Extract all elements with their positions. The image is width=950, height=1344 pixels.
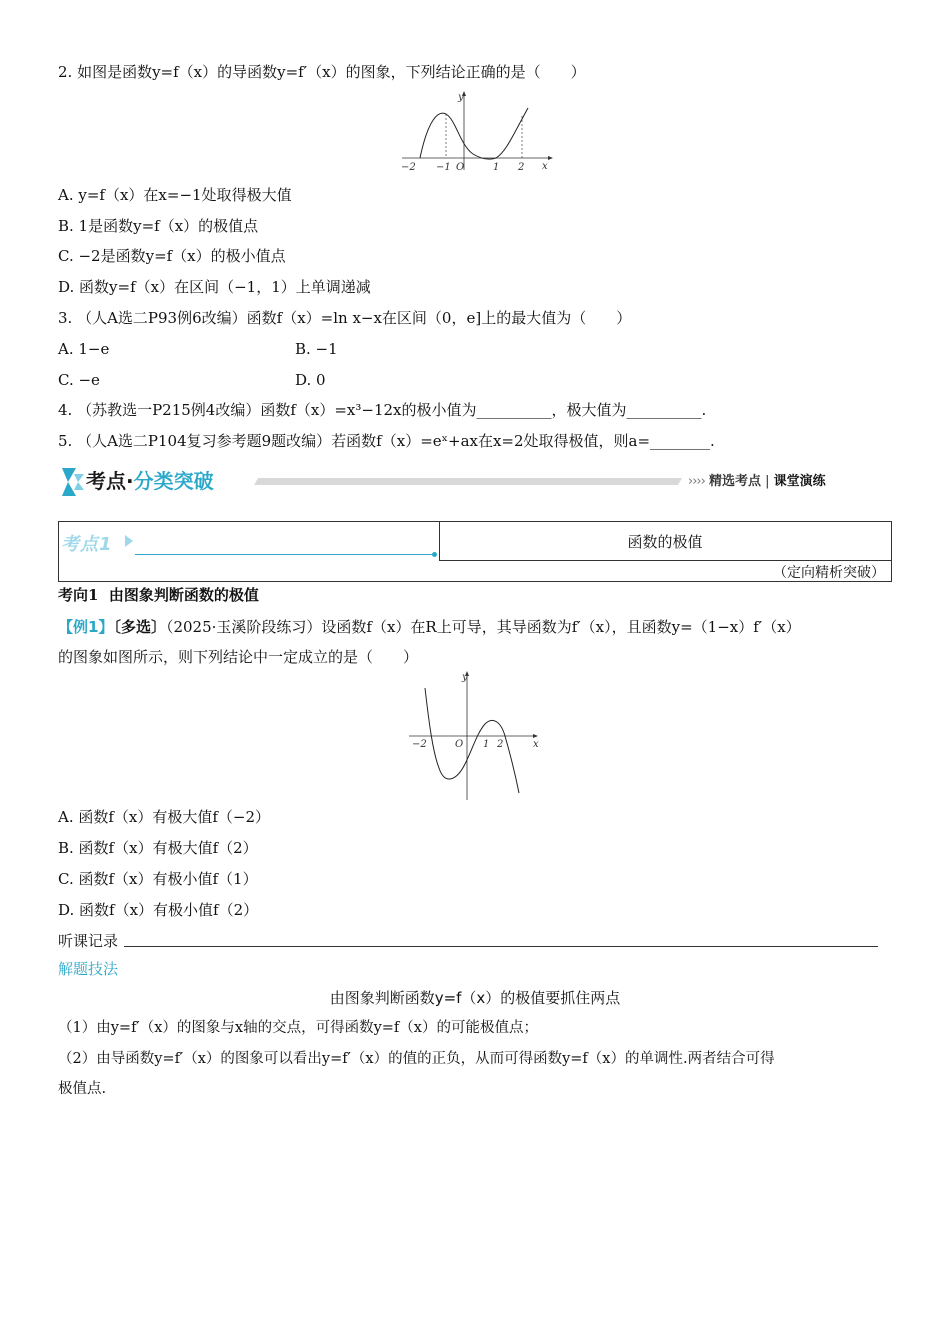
example-line2: 的图象如图所示，则下列结论中一定成立的是（ ） — [58, 648, 419, 666]
q3-option-c: C. −e — [58, 371, 100, 389]
notes-label: 听课记录 — [58, 932, 119, 950]
kaodian-underline-dot — [432, 552, 437, 557]
example-fig-origin: O — [455, 739, 464, 750]
q2-fig-tick-1: 1 — [493, 162, 500, 172]
q2-option-d: D. 函数y=f（x）在区间（−1，1）上单调递减 — [58, 278, 371, 296]
q2-option-c: C. −2是函数y=f（x）的极小值点 — [58, 247, 286, 265]
example-option-d: D. 函数f（x）有极小值f（2） — [58, 901, 259, 919]
method-label: 解题技法 — [58, 960, 119, 978]
banner-title-a: 考点 — [86, 469, 126, 493]
q2-fig-tick-2: 2 — [518, 162, 525, 172]
q2-fig-y-label: y — [458, 92, 464, 103]
kaodian-title: 函数的极值 — [627, 533, 703, 551]
notes-writing-line[interactable] — [124, 946, 878, 947]
banner-right-a: 精选考点 — [708, 474, 761, 489]
banner-grey-bar — [254, 478, 682, 485]
kaodian-box — [58, 521, 892, 582]
banner-right-sep: | — [765, 474, 770, 489]
q3-option-d: D. 0 — [295, 371, 326, 389]
kaoxiang-title: 由图象判断函数的极值 — [108, 586, 259, 604]
section-banner — [58, 464, 890, 500]
kaodian-underline — [135, 554, 435, 555]
banner-swoosh-icon — [58, 466, 88, 498]
example-option-c: C. 函数f（x）有极小值f（1） — [58, 870, 258, 888]
banner-right-b: 课堂演练 — [773, 474, 826, 489]
kaoxiang-label: 考向1 — [58, 586, 99, 604]
example-kind: 〔多选〕 — [113, 618, 166, 636]
q2-fig-tick-neg2: −2 — [401, 162, 416, 172]
q3-option-a: A. 1−e — [58, 340, 110, 358]
method-title: 由图象判断函数y=f（x）的极值要抓住两点 — [329, 989, 621, 1007]
example-line1 — [58, 617, 801, 637]
method-point-2a: （2）由导函数y=f′（x）的图象可以看出y=f′（x）的值的正负，从而可得函数y=f（x）的单调性.两者结合可得 — [58, 1051, 775, 1067]
kaodian-tag: 考点1 — [61, 534, 113, 555]
q3-stem: 3. （人A选二P93例6改编）函数f（x）=ln x−x在区间（0，e]上的最大值为（ ） — [58, 309, 632, 327]
q3-option-b: B. −1 — [295, 340, 338, 358]
example-fig-tick-2: 2 — [497, 739, 504, 750]
kaoxiang-heading — [58, 585, 259, 605]
example-fig-x-label: x — [533, 739, 539, 750]
q2-derivative-graph — [398, 90, 558, 172]
example-text1: （2025·玉溪阶段练习）设函数f（x）在R上可导，其导函数为f′（x），且函数y=（1−x）f′（x） — [165, 618, 801, 636]
q5-stem: 5. （人A选二P104复习参考题9题改编）若函数f（x）=eˣ+ax在x=2处取得极值，则a=________. — [58, 432, 715, 450]
example-option-b: B. 函数f（x）有极大值f（2） — [58, 839, 258, 857]
example-fig-tick-neg2: −2 — [412, 739, 427, 750]
example-fig-y-label: y — [462, 672, 468, 683]
q2-fig-origin: O — [456, 162, 465, 172]
kaodian-divider-h — [439, 560, 891, 561]
method-point-2b: 极值点. — [58, 1081, 107, 1097]
kaodian-tag-arrow-icon — [125, 535, 133, 547]
q2-fig-tick-neg1: −1 — [436, 162, 451, 172]
q4-stem: 4. （苏教选一P215例4改编）函数f（x）=x³−12x的极小值为__________，极大值为__________. — [58, 401, 707, 419]
kaodian-note: （定向精析突破） — [773, 565, 885, 581]
example-graph — [405, 668, 543, 802]
example-option-a: A. 函数f（x）有极大值f（−2） — [58, 808, 271, 826]
method-point-1: （1）由y=f′（x）的图象与x轴的交点，可得函数y=f（x）的可能极值点； — [58, 1020, 538, 1036]
q2-stem: 2. 如图是函数y=f（x）的导函数y=f′（x）的图象，下列结论正确的是（ ） — [58, 63, 586, 81]
example-fig-tick-1: 1 — [483, 739, 490, 750]
q2-fig-x-label: x — [542, 161, 548, 172]
example-tag: 【例1】 — [58, 618, 114, 636]
q2-option-b: B. 1是函数y=f（x）的极值点 — [58, 217, 259, 235]
banner-title-dot: · — [126, 469, 134, 493]
banner-title-b: 分类突破 — [133, 469, 214, 493]
banner-arrows: ›››› — [688, 474, 705, 489]
q2-option-a: A. y=f（x）在x=−1处取得极大值 — [58, 186, 292, 204]
